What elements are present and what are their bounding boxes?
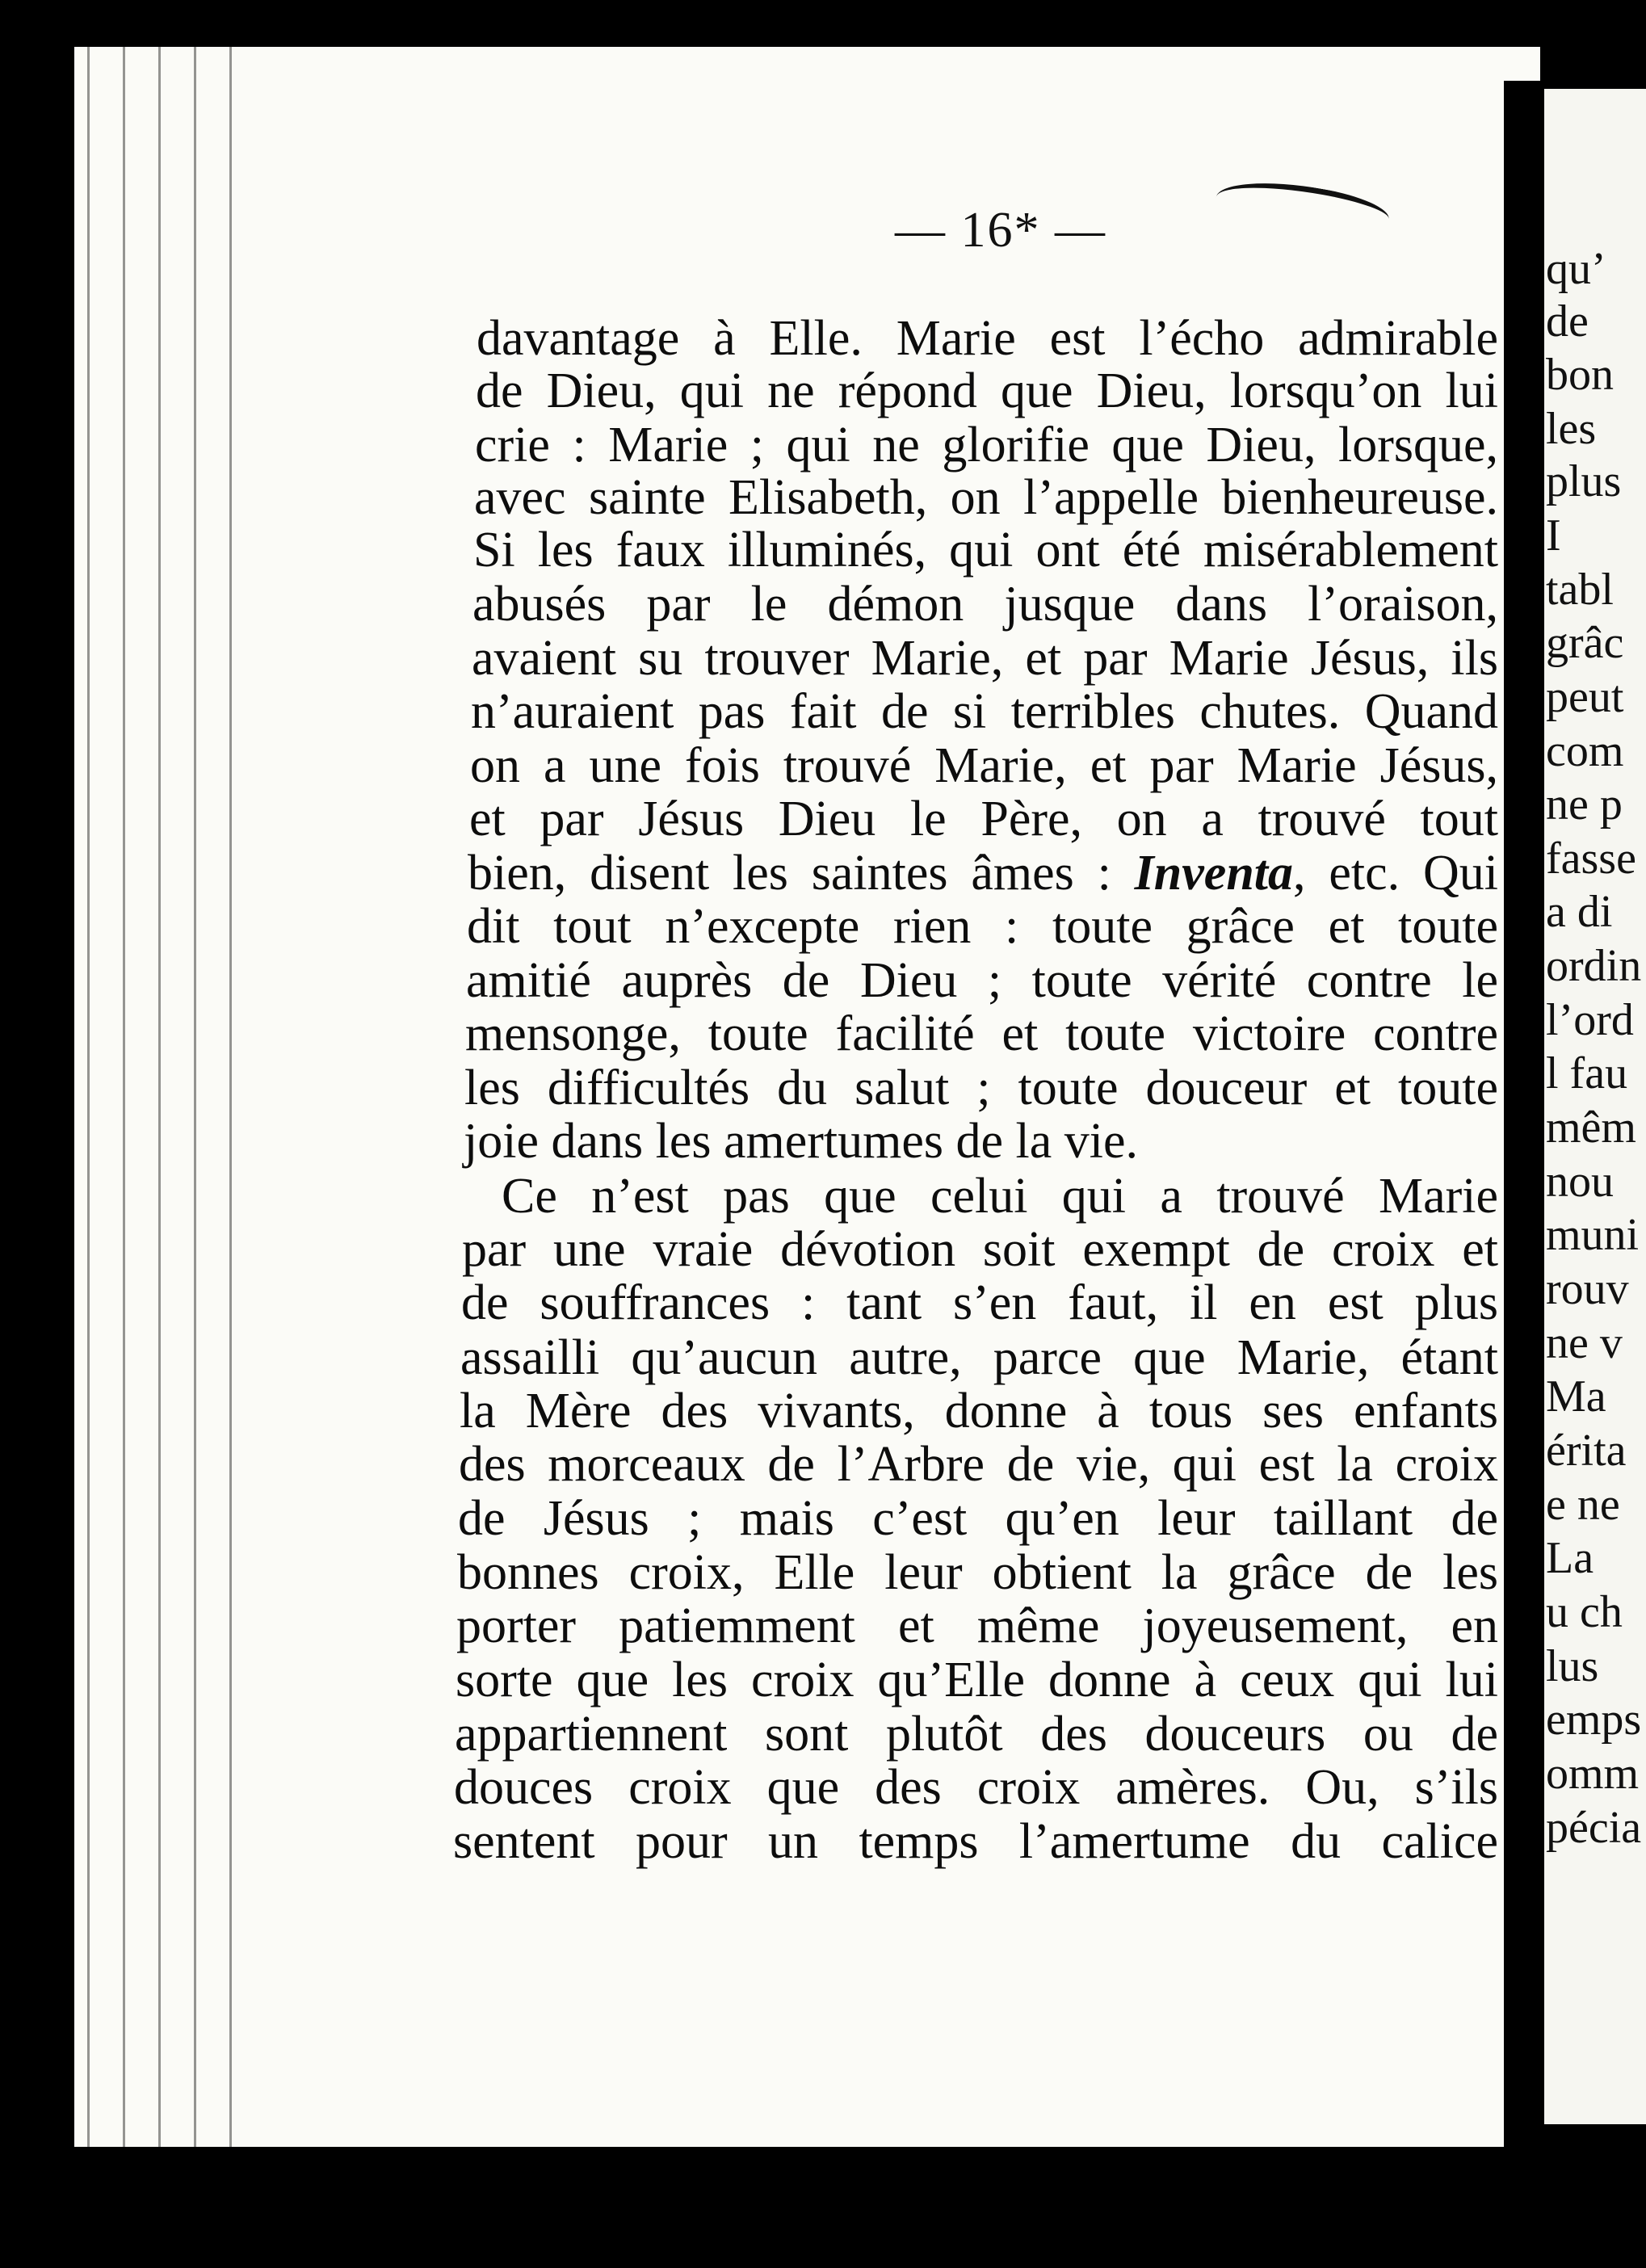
facing-text-fragment: érita: [1546, 1426, 1627, 1476]
facing-text-fragment: l fau: [1546, 1048, 1628, 1098]
text-line: dit tout n’excepte rien : toute grâce et toute: [467, 899, 1498, 954]
facing-text-fragment: nou: [1546, 1157, 1614, 1207]
text-line: abusés par le démon jusque dans l’oraison,: [472, 577, 1498, 632]
facing-text-fragment: emps: [1546, 1695, 1642, 1745]
facing-text-fragment: qu’: [1546, 244, 1606, 294]
facing-text-fragment: muni: [1546, 1210, 1640, 1260]
facing-text-fragment: omm: [1546, 1749, 1640, 1799]
text-line: davantage à Elle. Marie est l’écho admirable: [477, 311, 1498, 366]
facing-text-fragment: com: [1546, 726, 1624, 776]
facing-text-fragment: les: [1546, 404, 1597, 454]
text-line: de Jésus ; mais c’est qu’en leur taillant de: [458, 1491, 1498, 1546]
latin-quote: Inventa: [1134, 846, 1294, 901]
text-line: [468, 846, 1498, 901]
text-line: assailli qu’aucun autre, parce que Marie, étant: [460, 1330, 1498, 1385]
page-number: — 16* —: [895, 203, 1106, 258]
text-line: on a une fois trouvé Marie, et par Marie Jésus,: [470, 738, 1498, 793]
text-line: n’auraient pas fait de si terribles chutes. Quand: [471, 684, 1498, 739]
text-line: par une vraie dévotion soit exempt de croix et: [462, 1222, 1498, 1277]
text-line: des morceaux de l’Arbre de vie, qui est la croix: [459, 1437, 1498, 1492]
text-line: sorte que les croix qu’Elle donne à ceux qui lui: [456, 1653, 1498, 1707]
text-line: appartiennent sont plutôt des douceurs ou de: [455, 1707, 1498, 1762]
text-line: les difficultés du salut ; toute douceur et toute: [464, 1060, 1498, 1115]
facing-text-fragment: peut: [1546, 672, 1624, 722]
facing-text-fragment: lus: [1546, 1641, 1599, 1691]
facing-text-fragment: a di: [1546, 887, 1613, 937]
facing-text-fragment: l’ord: [1546, 995, 1634, 1045]
text-line: de souffrances : tant s’en faut, il en est plus: [461, 1275, 1498, 1330]
text-line: de Dieu, qui ne répond que Dieu, lorsqu’on lui: [476, 363, 1498, 418]
text-line: sentent pour un temps l’amertume du calice: [453, 1814, 1498, 1869]
text-line: bonnes croix, Elle leur obtient la grâce de les: [457, 1545, 1498, 1600]
facing-text-fragment: I: [1546, 510, 1561, 561]
facing-text-fragment: rouv: [1546, 1264, 1629, 1314]
text-line: douces croix que des croix amères. Ou, s’ils: [454, 1760, 1498, 1815]
text-line: avec sainte Elisabeth, on l’appelle bienheureuse.: [474, 470, 1498, 525]
text-line: la Mère des vivants, donne à tous ses enfants: [460, 1384, 1498, 1438]
facing-text-fragment: u ch: [1546, 1587, 1623, 1637]
text-line: joie dans les amertumes de la vie.: [464, 1114, 1139, 1169]
text-line: et par Jésus Dieu le Père, on a trouvé tout: [469, 792, 1498, 846]
facing-text-fragment: ordin: [1546, 941, 1642, 991]
facing-text-fragment: mêm: [1546, 1102, 1636, 1153]
facing-text-fragment: ne v: [1546, 1318, 1623, 1368]
facing-text-fragment: grâc: [1546, 618, 1624, 668]
text-line: Si les faux illuminés, qui ont été misérablement: [473, 523, 1498, 578]
facing-text-fragment: ne p: [1546, 779, 1623, 830]
page-binding-edges: [74, 47, 244, 2147]
facing-text-fragment: e ne: [1546, 1480, 1620, 1530]
text-segment: bien, disent les saintes âmes :: [468, 846, 1135, 901]
text-line: crie : Marie ; qui ne glorifie que Dieu, lorsque,: [475, 418, 1498, 472]
book-gutter-shadow: [1504, 81, 1544, 2181]
facing-text-fragment: Ma: [1546, 1371, 1606, 1422]
facing-text-fragment: bon: [1546, 350, 1614, 400]
text-line: amitié auprès de Dieu ; toute vérité contre le: [466, 953, 1498, 1008]
facing-text-fragment: fasse: [1546, 834, 1636, 884]
facing-page-fragment: [1544, 89, 1646, 2124]
text-segment: , etc. Qui: [1293, 846, 1498, 901]
facing-text-fragment: tabl: [1546, 565, 1614, 615]
facing-text-fragment: de: [1546, 296, 1589, 346]
facing-text-fragment: La: [1546, 1533, 1594, 1583]
text-line: porter patiemment et même joyeusement, en: [456, 1598, 1498, 1653]
text-line: mensonge, toute facilité et toute victoire contre: [465, 1006, 1498, 1061]
facing-text-fragment: pécia: [1546, 1803, 1642, 1853]
text-line: Ce n’est pas que celui qui a trouvé Marie: [502, 1169, 1498, 1224]
facing-text-fragment: plus: [1546, 456, 1622, 506]
text-line: avaient su trouver Marie, et par Marie Jésus, ils: [472, 631, 1498, 686]
